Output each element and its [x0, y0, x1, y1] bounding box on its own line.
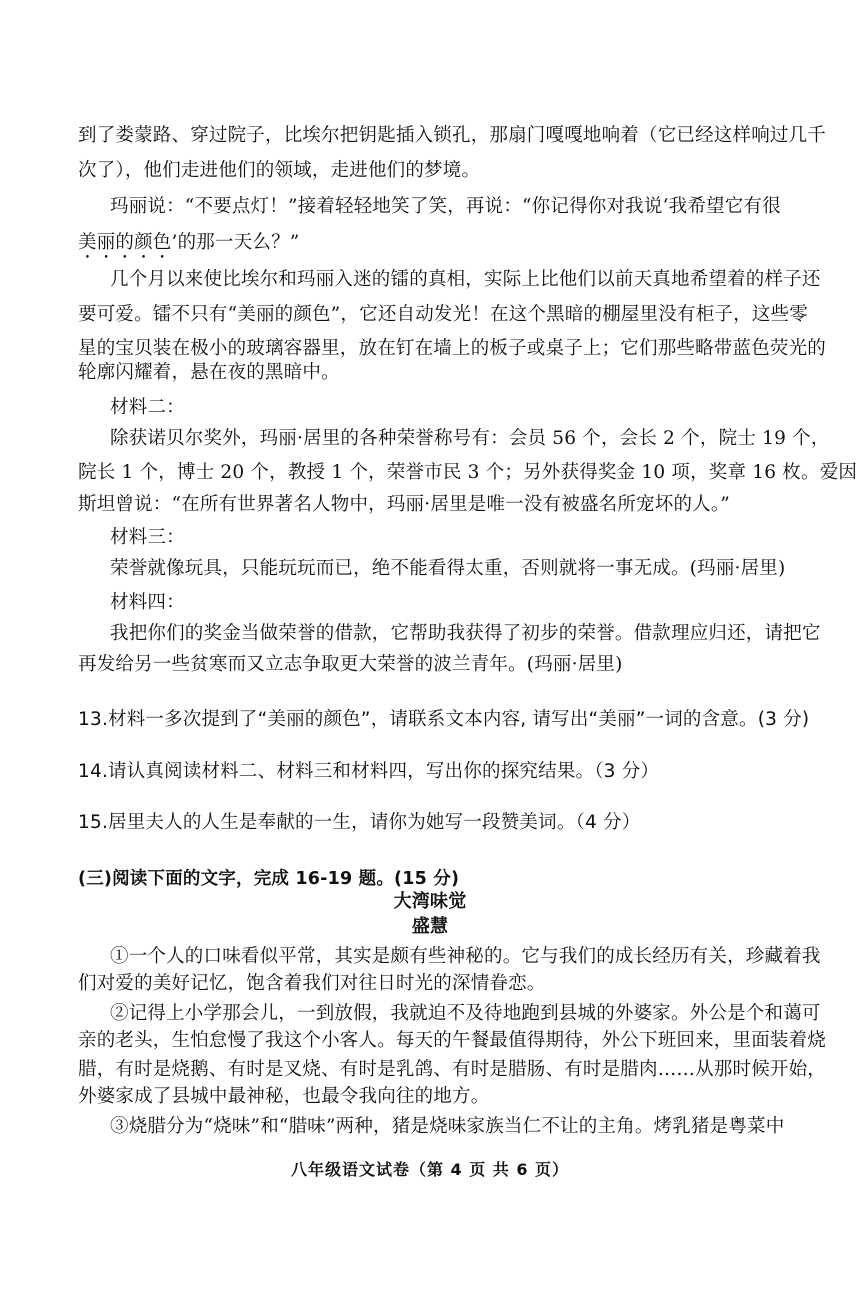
question-14: 14.请认真阅读材料二、材料三和材料四，写出你的探究结果。（3 分）: [78, 761, 660, 782]
text-line: ①一个人的口味看似平常，其实是颇有些神秘的。它与我们的成长经历有关，珍藏着我: [110, 946, 821, 967]
question-13: 13.材料一多次提到了“美丽的颜色”，请联系文本内容, 请写出“美丽”一词的含意。(3 分): [78, 709, 810, 730]
text-line: 斯坦曾说：“在所有世界著名人物中，玛丽·居里是唯一没有被盛名所宠坏的人。”: [78, 494, 730, 515]
text-line: 外婆家成了县城中最神秘，也最令我向往的地方。: [78, 1086, 490, 1107]
material-label: 材料三：: [110, 527, 185, 548]
question-15: 15.居里夫人的人生是奉献的一生，请你为她写一段赞美词。（4 分）: [78, 812, 641, 833]
text-line: 我把你们的奖金当做荣誉的借款，它帮助我获得了初步的荣誉。借款理应归还，请把它: [110, 623, 821, 644]
text-line: 要可爱。镭不只有“美丽的颜色”，它还自动发光！在这个黑暗的棚屋里没有柜子，这些零: [78, 304, 808, 325]
text-line: ②记得上小学那会儿，一到放假，我就迫不及待地跑到县城的外婆家。外公是个和蔼可: [110, 1003, 821, 1024]
article-author: 盛慧: [411, 916, 449, 937]
material-label: 材料二：: [110, 397, 185, 418]
text-line: 到了娄蒙路、穿过院子，比埃尔把钥匙插入锁孔，那扇门嘎嘎地响着（它已经这样响过几千: [78, 125, 827, 146]
text-line: 轮廓闪耀着，悬在夜的黑暗中。: [78, 362, 340, 383]
text-line: 院长 1 个，博士 20 个，教授 1 个，荣誉市民 3 个；另外获得奖金 10 项，奖章 16 枚。爱因: [78, 462, 858, 483]
dotted-emphasis: 美丽的颜色: [78, 232, 172, 253]
text-span: ’的那一天么？”: [171, 232, 300, 253]
text-line: 玛丽说：“不要点灯！”接着轻轻地笑了笑，再说：“你记得你对我说‘我希望它有很: [110, 196, 781, 217]
material-label: 材料四：: [110, 592, 185, 613]
text-line: 们对爱的美好记忆，饱含着我们对往日时光的深情眷恋。: [78, 973, 546, 994]
text-line: [78, 229, 790, 263]
text-line: 亲的老头，生怕怠慢了我这个小客人。每天的午餐最值得期待，外公下班回来，里面装着烧: [78, 1030, 827, 1051]
page-footer: 八年级语文试卷（第 4 页 共 6 页）: [290, 1160, 570, 1179]
text-line: 再发给另一些贫寒而又立志争取更大荣誉的波兰青年。(玛丽·居里): [78, 654, 623, 675]
text-line: 腊，有时是烧鹅、有时是叉烧、有时是乳鸽、有时是腊肠、有时是腊肉……从那时候开始，: [78, 1059, 827, 1080]
text-line: ③烧腊分为“烧味”和“腊味”两种，猪是烧味家族当仁不让的主角。烤乳猪是粤菜中: [110, 1116, 785, 1137]
text-line: 次了），他们走进他们的领域，走进他们的梦境。: [78, 160, 481, 181]
text-line: 荣誉就像玩具，只能玩玩而已，绝不能看得太重，否则就将一事无成。(玛丽·居里): [110, 558, 786, 579]
text-line: 星的宝贝装在极小的玻璃容器里，放在钉在墙上的板子或桌子上；它们那些略带蓝色荧光的: [78, 338, 827, 359]
section-heading: (三)阅读下面的文字，完成 16-19 题。(15 分): [78, 869, 460, 889]
text-line: 几个月以来使比埃尔和玛丽入迷的镭的真相，实际上比他们以前天真地希望着的样子还: [110, 269, 821, 290]
article-title: 大湾味觉: [393, 891, 467, 912]
text-line: 除获诺贝尔奖外，玛丽·居里的各种荣誉称号有：会员 56 个，会长 2 个，院士 19 个，: [110, 428, 830, 449]
